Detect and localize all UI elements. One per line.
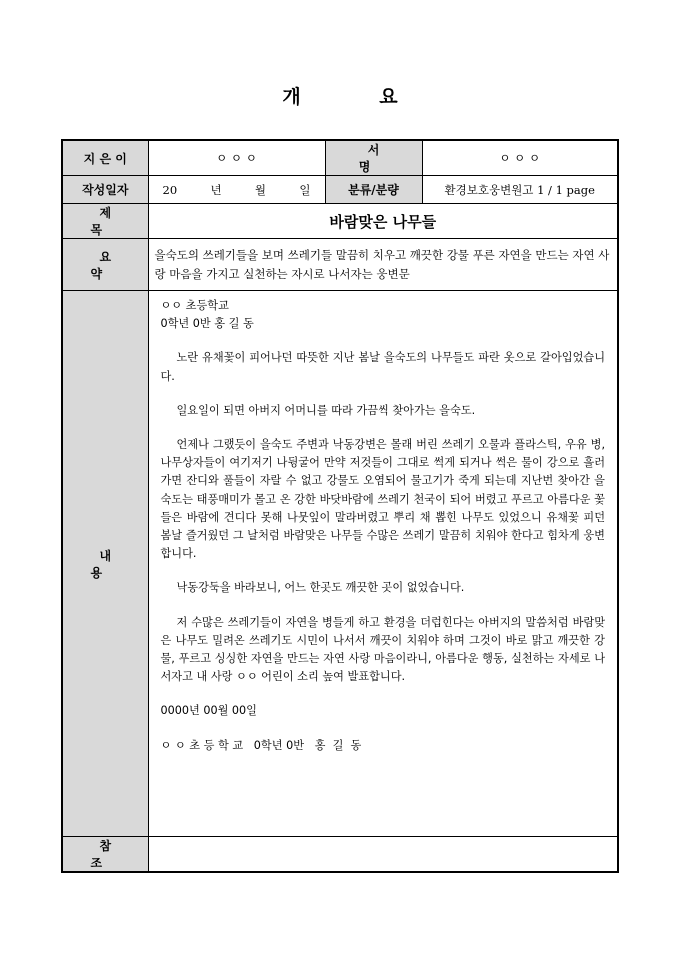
page-title: 개 요 bbox=[282, 86, 434, 108]
content-paragraph-3: 언제나 그랬듯이 을숙도 주변과 낙동강변은 몰래 버린 쓰레기 오물과 플라스틱, 우유 병, 나무상자들이 여기저기 나뒹굴어 만약 저것들이 그대로 썩게 되거나 썩은 물이 강으로 흘러가면 잔디와 풀들이 자랄 수 없고 강물도 오염되어 물고기가 죽게 되는데 지난번 찾아간 을숙도는 태풍매미가 몰고 온 강한 바닷바람에 쓰레기 천국이 되어 버렸고 푸르고 아름다운 꽃들은 바람에 견디다 못해 나뭇잎이 말라버렸고 뿌리 채 뽑힌 나무도 있었으니 유채꽃 피던 봄날 즐거웠던 그 날처럼 바람맞은 나무들 수많은 쓰레기 말끔히 치워야 한다고 힘차게 웅변합니다. bbox=[160, 438, 605, 561]
reference-label: 참 조 bbox=[62, 837, 148, 873]
date-month-unit: 월 bbox=[254, 182, 267, 197]
author-row bbox=[62, 140, 618, 176]
category-label: 분류/분량 bbox=[325, 176, 422, 204]
subject-label: 제 목 bbox=[62, 204, 148, 239]
signer-value: ㅇ ㅇ ㅇ bbox=[422, 140, 618, 176]
content-school: ㅇㅇ 초등학교 bbox=[160, 299, 229, 312]
content-paragraph-5: 저 수많은 쓰레기들이 자연을 병들게 하고 환경을 더럽힌다는 아버지의 말씀처럼 바람맞은 나무도 밀려온 쓰레기도 시민이 나서서 깨끗이 치워야 하며 그것이 바로 맑고 깨끗한 강물, 푸르고 싱싱한 자연을 만드는 자연 사랑 마음이라니, 아름다운 행동, 실천하는 자세로 나서자고 내 사랑 ㅇㅇ 어린이 소리 높여 발표합니다. bbox=[160, 615, 605, 684]
date-year: 20 bbox=[162, 182, 178, 197]
author-label: 지 은 이 bbox=[62, 140, 148, 176]
content-paragraph-1: 노란 유채꽃이 피어나던 따뜻한 지난 봄날 을숙도의 나무들도 파란 옷으로 갈아입었습니다. bbox=[160, 351, 605, 383]
reference-value bbox=[148, 837, 618, 873]
outline-form-table bbox=[61, 139, 619, 873]
signer-label: 서 명 bbox=[325, 140, 422, 176]
date-label: 작성일자 bbox=[62, 176, 148, 204]
content-row bbox=[62, 291, 618, 837]
content-body bbox=[148, 291, 618, 837]
summary-label: 요 약 bbox=[62, 239, 148, 291]
content-paragraph-4: 낙동강둑을 바라보니, 어느 한곳도 깨끗한 곳이 없었습니다. bbox=[176, 581, 465, 595]
date-year-unit: 년 bbox=[210, 182, 222, 197]
summary-row bbox=[62, 239, 618, 291]
subject-value: 바람맞은 나무들 bbox=[148, 204, 618, 239]
date-day-unit: 일 bbox=[299, 182, 311, 197]
content-label: 내 용 bbox=[62, 291, 148, 837]
subject-row bbox=[62, 204, 618, 239]
category-value: 환경보호웅변원고 1 / 1 page bbox=[422, 176, 618, 204]
author-value: ㅇ ㅇ ㅇ bbox=[148, 140, 325, 176]
content-paragraph-2: 일요일이 되면 아버지 어머니를 따라 가끔씩 찾아가는 을숙도. bbox=[176, 403, 476, 417]
summary-value: 을숙도의 쓰레기들을 보며 쓰레기들 말끔히 치우고 깨끗한 강물 푸른 자연을 만드는 자연 사랑 마음을 가지고 실천하는 자시로 나서자는 웅변문 bbox=[148, 239, 618, 291]
reference-row bbox=[62, 837, 618, 873]
content-date: 0000년 00월 00일 bbox=[160, 704, 257, 718]
content-signature: ㅇ ㅇ 초 등 학 교 0학년 0반 홍 길 동 bbox=[160, 738, 362, 752]
content-student: 0학년 0반 홍 길 동 bbox=[160, 317, 254, 331]
date-row bbox=[62, 176, 618, 204]
date-value bbox=[148, 176, 325, 204]
